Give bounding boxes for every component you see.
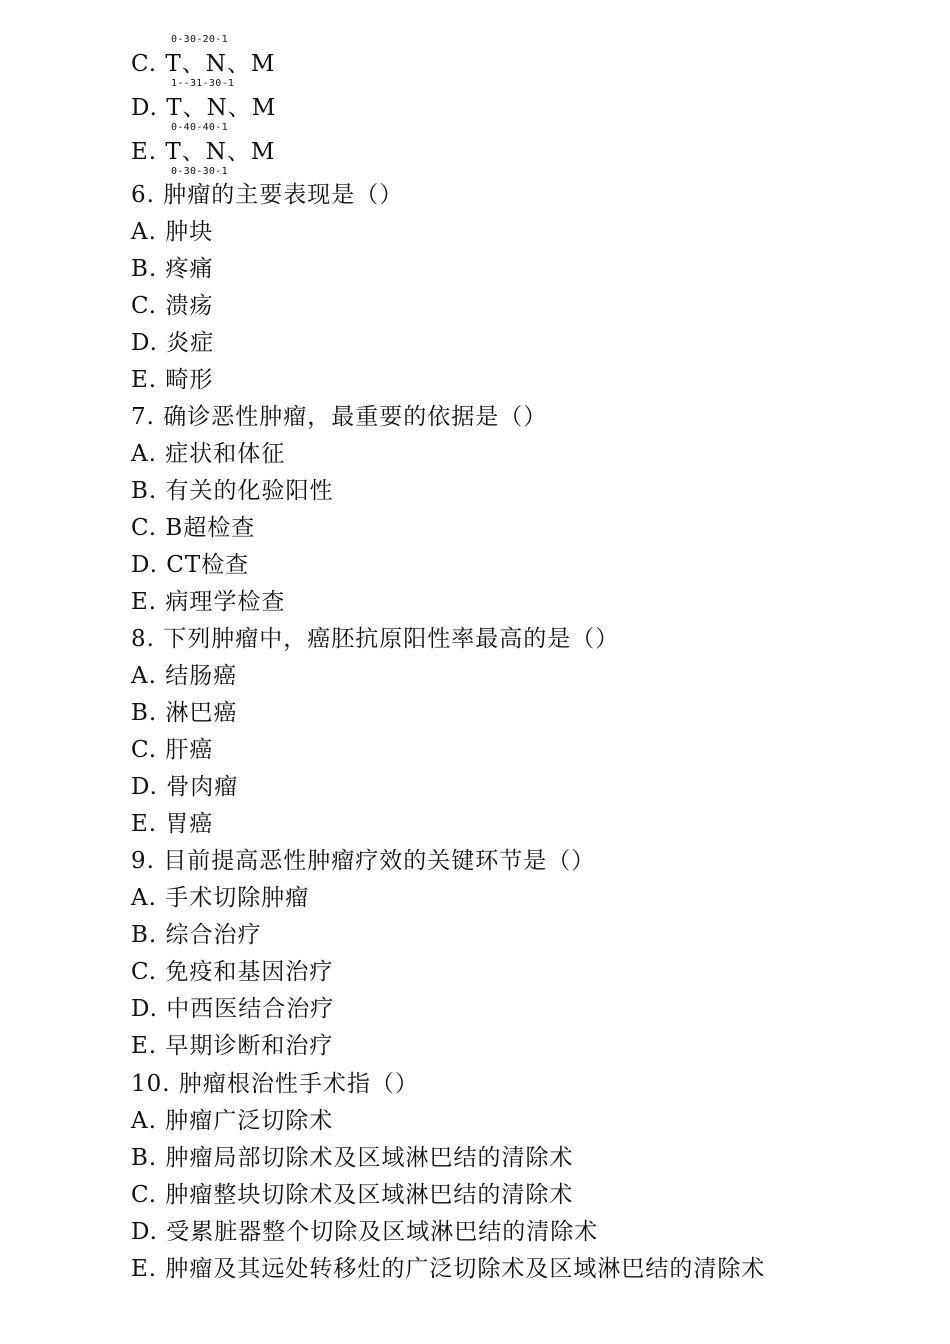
question-7: 7. 确诊恶性肿瘤，最重要的依据是（）	[131, 404, 548, 430]
option-8b: B. 淋巴癌	[131, 700, 238, 726]
option-5e: E. T、N、M	[131, 139, 276, 165]
option-8e: E. 胃癌	[131, 811, 214, 837]
option-6a: A. 肿块	[131, 219, 214, 245]
option-9e: E. 早期诊断和治疗	[131, 1033, 334, 1059]
option-9c: C. 免疫和基因治疗	[131, 959, 334, 985]
tnm-subscript: 0-30-20-1	[171, 34, 228, 45]
option-5c: C. T、N、M	[131, 51, 276, 77]
question-10: 10. 肿瘤根治性手术指（）	[131, 1071, 419, 1097]
option-9a: A. 手术切除肿瘤	[131, 885, 310, 911]
option-10b: B. 肿瘤局部切除术及区域淋巴结的清除术	[131, 1145, 574, 1171]
option-10a: A. 肿瘤广泛切除术	[131, 1108, 334, 1134]
question-8: 8. 下列肿瘤中，癌胚抗原阳性率最高的是（）	[131, 626, 620, 652]
option-6d: D. 炎症	[131, 330, 215, 356]
option-7a: A. 症状和体征	[131, 441, 286, 467]
tnm-subscript: 0-40-40-1	[171, 122, 228, 133]
option-8a: A. 结肠癌	[131, 663, 238, 689]
option-10e: E. 肿瘤及其远处转移灶的广泛切除术及区域淋巴结的清除术	[131, 1256, 766, 1282]
option-7b: B. 有关的化验阳性	[131, 478, 334, 504]
option-6c: C. 溃疡	[131, 293, 214, 319]
option-9d: D. 中西医结合治疗	[131, 996, 335, 1022]
option-9b: B. 综合治疗	[131, 922, 262, 948]
option-8c: C. 肝癌	[131, 737, 214, 763]
option-7c: C. B超检查	[131, 515, 256, 541]
option-10c: C. 肿瘤整块切除术及区域淋巴结的清除术	[131, 1182, 574, 1208]
option-8d: D. 骨肉瘤	[131, 774, 239, 800]
tnm-subscript: 0-30-30-1	[171, 166, 228, 177]
option-5d: D. T、N、M	[131, 95, 277, 121]
option-7d: D. CT检查	[131, 552, 250, 578]
option-6e: E. 畸形	[131, 367, 214, 393]
question-9: 9. 目前提高恶性肿瘤疗效的关键环节是（）	[131, 848, 596, 874]
question-6: 6. 肿瘤的主要表现是（）	[131, 182, 404, 208]
option-6b: B. 疼痛	[131, 256, 214, 282]
tnm-subscript: 1--31-30-1	[171, 78, 235, 89]
option-7e: E. 病理学检查	[131, 589, 286, 615]
option-10d: D. 受累脏器整个切除及区域淋巴结的清除术	[131, 1219, 599, 1245]
